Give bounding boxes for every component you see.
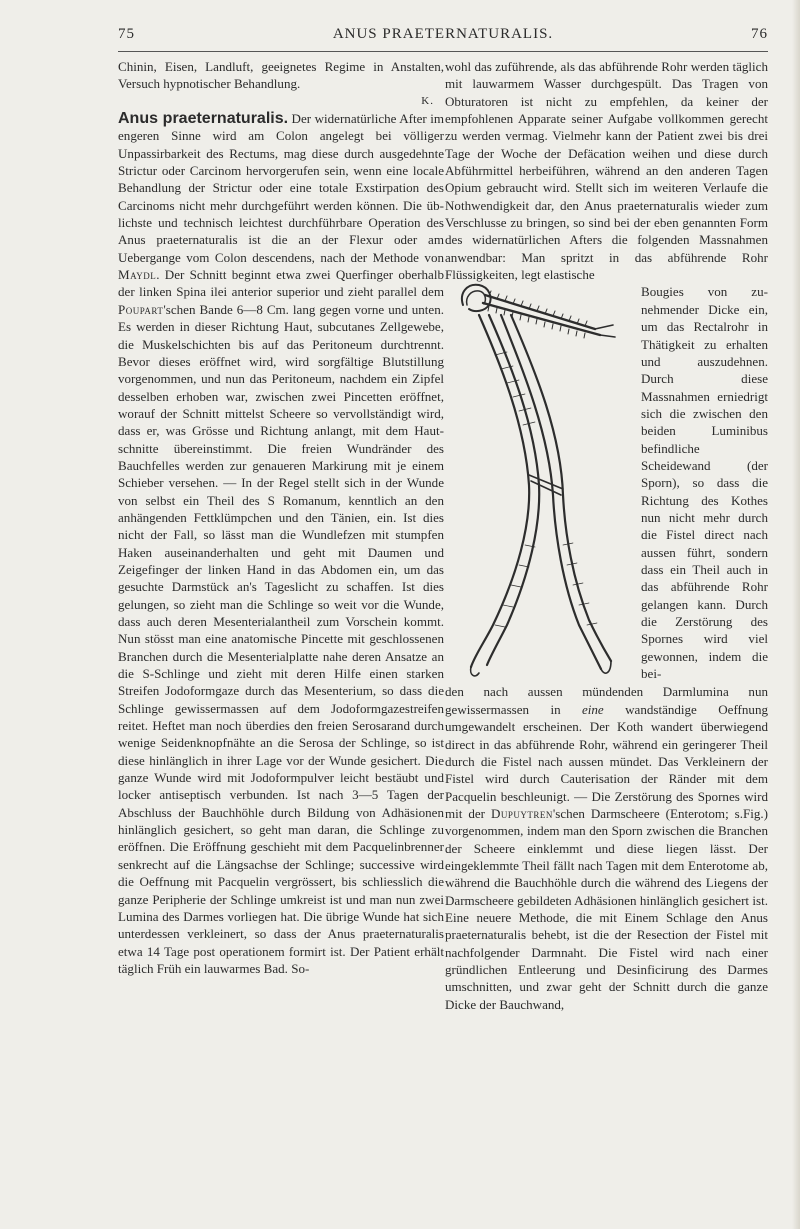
page-number-left: 75: [118, 26, 135, 42]
article-text-a: Der widernatürliche After im engeren Sinne wird am Colon angelegt bei völliger Unpassirbarkeit des Rectums, mag diese durch ausgedehnte Strictur oder Carcinom hervorgerufen sein, wenn eine locale Behandlung der Strictur oder eine totale Exstirpation des Carcinoms nicht mehr durchgeführt werden können. Die üblichste und technisch leichtest durchführbare Operation des Anus praeternaturalis ist die an der Flexur oder am Uebergange vom Colon descendens, nach der Methode von: [118, 111, 445, 265]
header-rule: [118, 51, 768, 52]
running-head: [118, 26, 768, 48]
right-text-emphasis: eine: [581, 701, 604, 717]
article-text-b: . Der Schnitt beginnt etwa zwei Querfinger oberhalb der linken Spina ilei anterior superior und zieht parallel dem: [118, 267, 444, 300]
article-headword: Anus praeternaturalis.: [118, 110, 289, 128]
page-number-right: 76: [751, 26, 768, 42]
right-text-a: den nach aussen mündenden Darmlumina nun gewissermassen in: [445, 684, 768, 717]
right-column: [445, 58, 768, 1013]
running-title: ANUS PRAETERNATURALIS.: [332, 26, 554, 42]
author-name-dupuytren: Dupuytren: [490, 805, 553, 821]
right-paragraph-top: wohl das zuführende, als das abführende Rohr werden täglich mit lauwarmem Wasser durchgespült. Das Tragen von Obturatoren ist nicht zu empfehlen, da keiner der empfohlenen Apparate seiner Aufgabe vollkommen gerecht zu werden vermag. Vielmehr kann der Patient zwei bis drei Tage der Woche der Defäcation weihen und diese durch Abführmittel herbeiführen, während an den anderen Tagen Opium gebraucht wird. Stellt sich im weiteren Verlaufe die Nothwendigkeit dar, den Anus praeternaturalis wieder zum Verschlusse zu bringen, so sind bei der eben genannten Form des widernatürlichen Afters die folgenden Massnahmen anwendbar: Man spritzt in das abführende Rohr Flüssigkeiten, legt elastische: [445, 59, 768, 283]
author-name-poupart: Poupart: [118, 301, 164, 317]
left-column: [118, 58, 444, 977]
right-paragraph-wrap: Bougies von zunehmender Dicke ein, um das Rectalrohr in Thätigkeit zu erhalten und auszudehnen. Durch diese Massnahmen erniedrigt sich die zwischen den beiden Luminibus befindliche Scheidewand (der Sporn), so dass die Richtung des Kothes nun nicht mehr durch die Fistel direct nach aussen führt, sondern dass ein Theil auch in das abführende Rohr gelangen kann. Durch die Zerstörung des Spornes wird viel gewonnen, indem die bei-: [641, 284, 768, 682]
right-text-c: 'schen Darmscheere (Enterotom; s.Fig.) vorgenommen, indem man den Sporn zwischen die Branchen der Scheere einklemmt und diese liegen lässt. Der eingeklemmte Theil fällt nach Tagen mit dem Enterotome ab, während die Bauchhöhle durch die während des Liegens der Darmscheere gebildeten Adhäsionen hinlänglich gesichert ist. Eine neuere Methode, die mit Einem Schlage den Anus praeternaturalis behebt, ist die der Resection der Fistel mit nachfolgender Darmnaht. Die Fistel wird nach einer gründlichen Entleerung und Desinficirung des Darmes umschnitten, und zwar geht der Schnitt durch die ganze Dicke der Bauchwand,: [445, 805, 768, 1012]
page-edge-shadow: [792, 0, 800, 1229]
enterotome-figure: [445, 283, 635, 683]
enterotome-illustration-icon: [445, 275, 635, 685]
author-name-maydl: Maydl: [118, 267, 157, 283]
article-paragraph: [118, 110, 444, 977]
figure-wrap-block: [445, 283, 768, 682]
author-signature: K.: [421, 94, 434, 107]
intro-paragraph: Chinin, Eisen, Landluft, geeignetes Regime in Anstalten, Versuch hypnotischer Behandlung.: [118, 59, 444, 92]
right-paragraph-bottom: [445, 683, 768, 1013]
article-text-c: 'schen Bande 6—8 Cm. lang gegen vorne und unten. Es werden in dieser Richtung Haut, subcutanes Zellgewebe, die Muskelschichten bis auf das Peritoneum durchtrennt. Bevor dieses eröffnet wird, wird sorgfältige Blutstillung vorgenommen, und nun das Peritoneum, nachdem ein Zipfel desselben erhoben war, zwischen zwei Pincetten eröffnet, worauf der Schnitt mittelst Scheere so vervollständigt wird, dass er, was Grösse und Richtung anlangt, mit dem Hautschnitte übereinstimmt. Die freien Wundränder des Bauchfelles werden zur genaueren Markirung mit je einem Schieber versehen. — In der Regel stellt sich in der Wunde von selbst ein Theil des S Romanum, kenntlich an den anhängenden Fettklümpchen und den Tänien, ein. Ist dies nicht der Fall, so lässt man die Wundlefzen mit stumpfen Haken auseinanderhalten und geht mit Daumen und Zeigefinger der linken Hand in das Abdomen ein, um das gesuchte Darmstück an's Tageslicht zu schaffen. Ist dies gelungen, so zieht man die Schlinge so weit vor die Wunde, dass auch deren Mesenterialantheil zum Vorschein kommt. Nun stösst man eine anatomische Pincette mit geschlossenen Branchen durch die Mesenterialplatte nahe deren Ansatze an die S-Schlinge und zieht mit deren Hilfe einen starken Streifen Jodoformgaze durch das Mesenterium, so dass die Schlinge gewissermassen auf dem Jodoformgazestreifen reitet. Heftet man noch überdies den freien Serosarand durch wenige Seidenknopfnähte an die Serosa der Schlinge, so ist diese hinlänglich in ihrer Lage vor der Wunde gesichert. Die ganze Wunde wird mit Jodoformpulver leicht bestäubt und locker antiseptisch verbunden. Ist nach 3—5 Tagen der Abschluss der Bauchhöhle durch Bildung von Adhäsionen hinlänglich gesichert, so geht man daran, die Schlinge zu eröffnen. Die Eröffnung geschieht mit dem Pacquelinbrenner senkrecht auf die Längsachse der Schlinge; successive wird die Oeffnung mit Pacquelin vergrössert, bis schliesslich die ganze Peripherie der Schlinge umkreist ist und man nun zwei Lumina des Darmes vorliegen hat. Die übrige Wunde hat sich unterdessen verkleinert, so dass der Anus praeternaturalis etwa 14 Tage post operationem formirt ist. Der Patient erhält täglich Früh ein lauwarmes Bad. So-: [118, 301, 444, 976]
right-text-b: wandständige Oeffnung umgewandelt erscheinen. Der Koth wandert überwiegend direct in das abführende Rohr, während ein geringerer Theil durch die Fistel nach aussen mündet. Das Verkleinern der Fistel wird durch Cauterisation der Ränder mit dem Pacquelin beschleunigt. — Die Zerstörung des Spornes wird mit der: [445, 701, 768, 821]
